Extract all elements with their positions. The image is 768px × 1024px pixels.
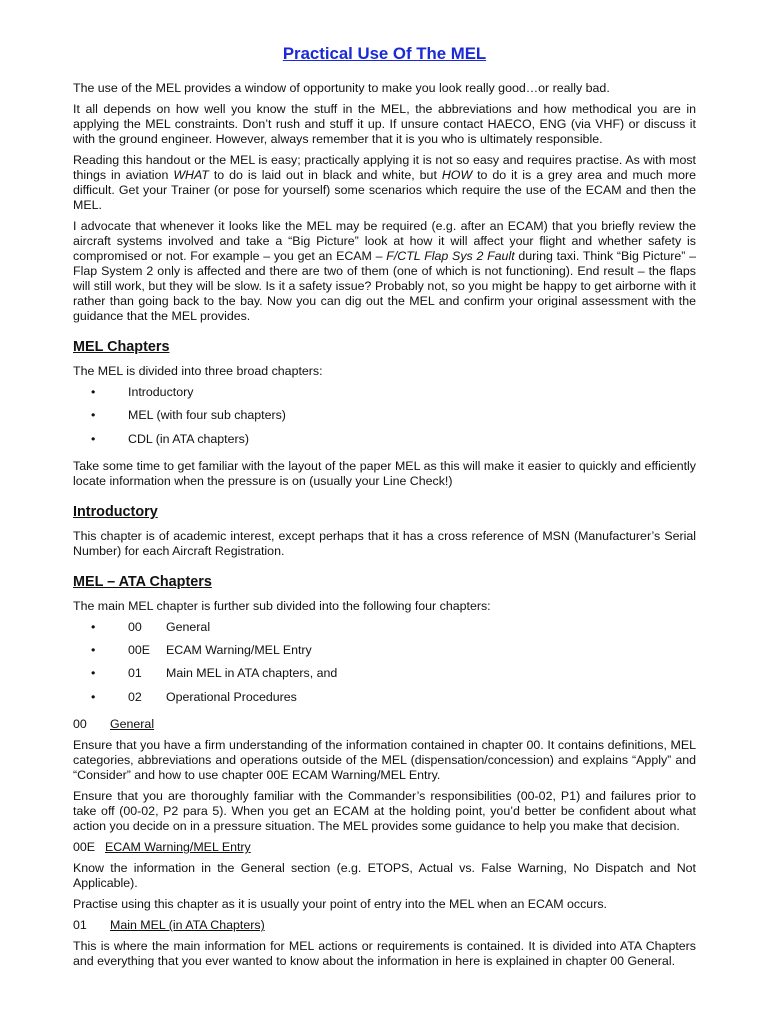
heading-ata-chapters: MEL – ATA Chapters xyxy=(73,573,212,590)
ecam-paragraph-1: Know the information in the General section (e.g. ETOPS, Actual vs. False Warning, No Dispatch and Not Applicable). xyxy=(73,861,696,891)
subheading-ecam: 00E ECAM Warning/MEL Entry xyxy=(73,840,251,855)
subheading-general: 00 General xyxy=(73,717,155,732)
mel-chapters-after: Take some time to get familiar with the layout of the paper MEL as this will make it easier to quickly and efficiently locate information when the pressure is on (usually your Line Check!) xyxy=(73,458,696,488)
introductory-text: This chapter is of academic interest, except perhaps that it has a cross reference of MSN (Manufacturer’s Serial Number) for each Aircraft Registration. xyxy=(73,528,696,558)
mel-chapters-list xyxy=(73,385,696,455)
general-paragraph-2: Ensure that you are thoroughly familiar with the Commander’s responsibilities (00-02, P1) and failures prior to take off (00-02, P2 para 5). When you get an ECAM at the holding point, you’d better be confident about what action you decide on in a pressure situation. The MEL provides some guidance to help you make that decision. xyxy=(73,789,696,834)
list-item: • 02 Operational Procedures xyxy=(91,689,297,704)
list-item: • MEL (with four sub chapters) xyxy=(91,408,286,423)
paragraph-practise: Reading this handout or the MEL is easy; practically applying it is not so easy and requires practise. As with most things in aviation WHAT to do is laid out in black and white, but HOW to do it is a grey area and much more difficult. Get your Trainer (or pose for yourself) some scenarios which require the use of the ECAM and then the MEL. xyxy=(73,153,697,212)
general-paragraph-1: Ensure that you have a firm understanding of the information contained in chapter 00. It contains definitions, MEL categories, abbreviations and operations outside of the MEL (dispensation/concession) and explains “Apply” and “Consider” and how to use chapter 00E ECAM Warning/MEL Entry. xyxy=(73,738,696,783)
paragraph-methodical: It all depends on how well you know the stuff in the MEL, the abbreviations and how methodical you are in applying the MEL constraints. Don’t rush and stuff it up. If unsure contact HAECO, ENG (via VHF) or discuss it with the ground engineer. However, always remember that it is you who is ultimately responsible. xyxy=(73,102,696,146)
list-item: • 01 Main MEL in ATA chapters, and xyxy=(91,666,338,681)
list-item: • 00 General xyxy=(91,619,211,634)
paragraph-big-picture: I advocate that whenever it looks like the MEL may be required (e.g. after an ECAM) that you briefly review the aircraft systems involved and take a “Big Picture” look at how it will affect your flight and whether safety is compromised or not. For example – you get an ECAM – F/CTL Flap Sys 2 Fault during taxi. Think “Big Picture” – Flap System 2 only is affected and there are two of them (one of which is not functioning). End result – the flaps will still work, but they will be slow. Is it a safety issue? Probably not, so you might be happy to get airborne with it rather than going back to the bay. Now you can dig out the MEL and confirm your original assessment with the guidance that the MEL provides. xyxy=(73,219,696,323)
main-mel-paragraph: This is where the main information for MEL actions or requirements is contained. It is divided into ATA Chapters and everything that you ever wanted to know about the information in here is explained in chapter 00 General. xyxy=(73,939,696,969)
heading-mel-chapters: MEL Chapters xyxy=(73,339,170,355)
list-item: • Introductory xyxy=(91,385,194,399)
ecam-paragraph-2: Practise using this chapter as it is usually your point of entry into the MEL when an ECAM occurs. xyxy=(73,897,607,912)
page-title: Practical Use Of The MEL xyxy=(282,44,487,63)
subheading-main-mel: 01 Main MEL (in ATA Chapters) xyxy=(73,918,265,933)
heading-introductory: Introductory xyxy=(73,503,158,520)
ata-intro: The main MEL chapter is further sub divided into the following four chapters: xyxy=(73,598,491,613)
intro-paragraph: The use of the MEL provides a window of opportunity to make you look really good…or really bad. xyxy=(73,81,610,95)
mel-chapters-intro: The MEL is divided into three broad chapters: xyxy=(73,364,323,378)
ata-chapters-list xyxy=(73,620,696,713)
list-item: • CDL (in ATA chapters) xyxy=(91,431,249,446)
list-item: • 00E ECAM Warning/MEL Entry xyxy=(91,643,312,658)
